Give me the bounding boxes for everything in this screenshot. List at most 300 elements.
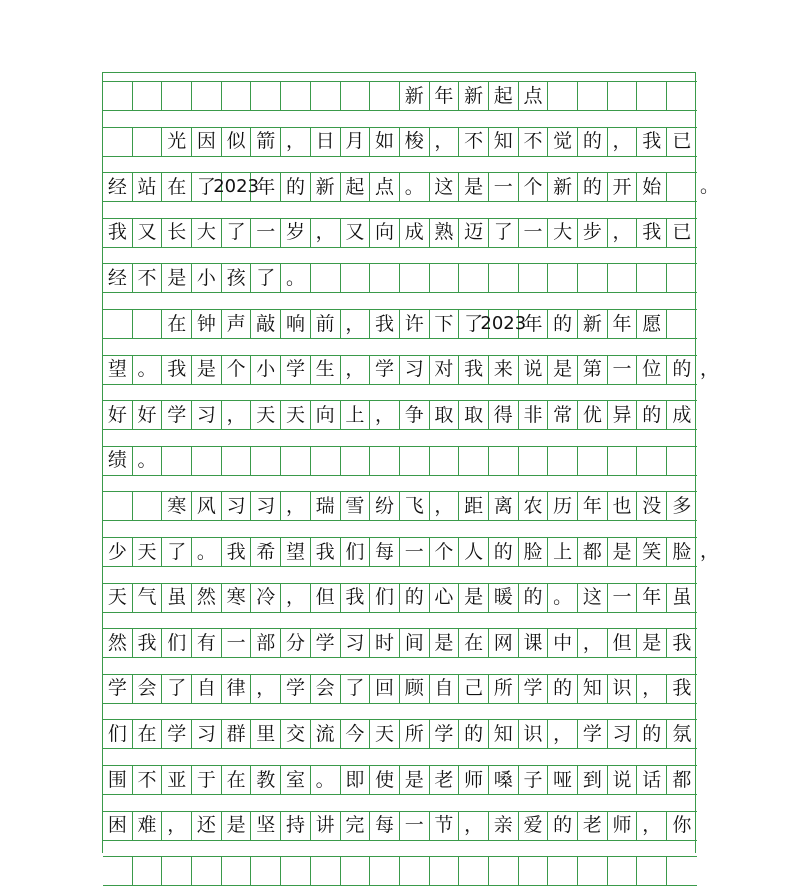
- empty-cell: [578, 856, 608, 886]
- grid-cell: 氛: [667, 719, 697, 749]
- grid-cell: 大: [548, 218, 578, 248]
- grid-cell: 的: [459, 719, 489, 749]
- grid-cell: 我: [222, 537, 252, 567]
- grid-cell: 寒: [222, 583, 252, 613]
- grid-cell: 上: [341, 400, 371, 430]
- grid-cell: 课: [519, 628, 549, 658]
- grid-cell: 常: [548, 400, 578, 430]
- grid-cell: 网: [489, 628, 519, 658]
- grid-cell: 是: [459, 583, 489, 613]
- grid-cell: 不: [133, 765, 163, 795]
- empty-cell: [548, 263, 578, 293]
- grid-cell: 的: [667, 355, 697, 385]
- grid-cell: 似: [222, 127, 252, 157]
- grid-cell: 距: [459, 491, 489, 521]
- grid-cell: 开: [608, 172, 638, 202]
- grid-cell: 。: [133, 355, 163, 385]
- grid-cell: 脸: [667, 537, 697, 567]
- grid-cell: 说: [608, 765, 638, 795]
- grid-cell: 前: [311, 309, 341, 339]
- grid-cell: 学: [103, 674, 133, 704]
- grid-cell: 学: [162, 719, 192, 749]
- grid-cell: 群: [222, 719, 252, 749]
- grid-cell: 得: [489, 400, 519, 430]
- empty-cell: [162, 856, 192, 886]
- grid-cell: 我: [133, 628, 163, 658]
- grid-cell: 的: [637, 400, 667, 430]
- empty-cell: [370, 856, 400, 886]
- grid-cell: 我: [341, 583, 371, 613]
- margin-punctuation: ，: [700, 540, 720, 562]
- grid-cell: 的: [578, 172, 608, 202]
- grid-cell: 们: [370, 583, 400, 613]
- grid-cell: 学: [370, 355, 400, 385]
- grid-cell: 是: [400, 765, 430, 795]
- grid-cell: 在: [222, 765, 252, 795]
- grid-cell: 律: [222, 674, 252, 704]
- composition-paper: [102, 72, 696, 853]
- grid-cell: 所: [489, 674, 519, 704]
- grid-cell: 纷: [370, 491, 400, 521]
- grid-cell: ，: [162, 811, 192, 841]
- grid-cell: 但: [608, 628, 638, 658]
- grid-cell: 流: [311, 719, 341, 749]
- grid-cell: 。: [133, 446, 163, 476]
- grid-row: [103, 628, 697, 658]
- grid-cell: 中: [548, 628, 578, 658]
- grid-cell: ，: [341, 309, 371, 339]
- grid-cell: 冷: [251, 583, 281, 613]
- grid-cell: 点: [370, 172, 400, 202]
- grid-cell: 我: [667, 628, 697, 658]
- empty-cell: [667, 172, 697, 202]
- grid-cell: 是: [637, 628, 667, 658]
- grid-cell: 在: [459, 628, 489, 658]
- grid-cell: 是: [608, 537, 638, 567]
- empty-cell: [222, 446, 252, 476]
- grid-cell: 好: [133, 400, 163, 430]
- grid-cell: 会: [133, 674, 163, 704]
- grid-cell: 们: [103, 719, 133, 749]
- grid-cell: 新: [311, 172, 341, 202]
- grid-cell: 了: [459, 309, 489, 339]
- grid-cell: 我: [162, 355, 192, 385]
- grid-cell: 因: [192, 127, 222, 157]
- grid-cell: 师: [459, 765, 489, 795]
- empty-cell: [548, 446, 578, 476]
- grid-cell: 天: [251, 400, 281, 430]
- grid-cell: 人: [459, 537, 489, 567]
- title-char: 点: [519, 81, 549, 111]
- grid-cell: 们: [162, 628, 192, 658]
- grid-cell: 会: [311, 674, 341, 704]
- grid-cell: 使: [370, 765, 400, 795]
- grid-cell: ，: [548, 719, 578, 749]
- empty-cell: [311, 856, 341, 886]
- empty-cell: [637, 446, 667, 476]
- empty-cell: [133, 491, 163, 521]
- grid-cell: 箭: [251, 127, 281, 157]
- grid-cell: 间: [400, 628, 430, 658]
- grid-cell: 岁: [281, 218, 311, 248]
- empty-cell: [608, 263, 638, 293]
- grid-cell: 异: [608, 400, 638, 430]
- empty-cell: [667, 446, 697, 476]
- grid-cell: 了: [162, 537, 192, 567]
- grid-cell: 哑: [548, 765, 578, 795]
- grid-cell: 天: [103, 583, 133, 613]
- grid-cell: 习: [608, 719, 638, 749]
- grid-cell: 难: [133, 811, 163, 841]
- grid-cell: ，: [281, 583, 311, 613]
- grid-cell: 长: [162, 218, 192, 248]
- grid-cell: 习: [341, 628, 371, 658]
- title-char: 年: [430, 81, 460, 111]
- grid-cell: 小: [251, 355, 281, 385]
- grid-cell: 的: [548, 309, 578, 339]
- empty-cell: [281, 446, 311, 476]
- grid-cell: 望: [281, 537, 311, 567]
- empty-cell: [370, 263, 400, 293]
- grid-row: [103, 263, 697, 293]
- grid-cell: 月: [341, 127, 371, 157]
- grid-cell: 上: [548, 537, 578, 567]
- grid-cell: 光: [162, 127, 192, 157]
- empty-cell: [608, 856, 638, 886]
- grid-cell: 非: [519, 400, 549, 430]
- empty-cell: [489, 263, 519, 293]
- grid-cell: 对: [430, 355, 460, 385]
- grid-cell: 农: [519, 491, 549, 521]
- grid-cell: 部: [251, 628, 281, 658]
- grid-cell: 教: [251, 765, 281, 795]
- grid-cell: 敲: [251, 309, 281, 339]
- grid-cell: 的: [489, 537, 519, 567]
- margin-punctuation: 。: [700, 175, 720, 198]
- grid-cell: 了: [341, 674, 371, 704]
- grid-cell: 虽: [667, 583, 697, 613]
- empty-cell: [489, 856, 519, 886]
- grid-cell: 来: [489, 355, 519, 385]
- grid-cell: 。: [281, 263, 311, 293]
- grid-cell: 天: [133, 537, 163, 567]
- grid-cell: 知: [489, 719, 519, 749]
- empty-cell: [667, 81, 697, 111]
- grid-row: [103, 446, 697, 476]
- empty-cell: [637, 856, 667, 886]
- grid-cell: ，: [578, 628, 608, 658]
- grid-cell: 不: [519, 127, 549, 157]
- grid-cell: 年: [251, 172, 281, 202]
- grid-cell: ，: [370, 400, 400, 430]
- grid-cell: 的: [281, 172, 311, 202]
- grid-cell: 我: [637, 127, 667, 157]
- grid-cell: 始: [637, 172, 667, 202]
- grid-cell: 习: [222, 491, 252, 521]
- grid-cell: 这: [578, 583, 608, 613]
- grid-cell: 熟: [430, 218, 460, 248]
- grid-cell: 都: [578, 537, 608, 567]
- grid-cell: 了: [251, 263, 281, 293]
- grid-cell: 年: [519, 309, 549, 339]
- grid-cell: 2023: [222, 172, 252, 202]
- empty-cell: [400, 263, 430, 293]
- grid-cell: 还: [192, 811, 222, 841]
- grid-cell: 心: [430, 583, 460, 613]
- grid-cell: 寒: [162, 491, 192, 521]
- grid-cell: 自: [430, 674, 460, 704]
- grid-row: [103, 172, 697, 202]
- grid-cell: 2023: [489, 309, 519, 339]
- grid-cell: 笑: [637, 537, 667, 567]
- grid-cell: 时: [370, 628, 400, 658]
- grid-cell: 自: [192, 674, 222, 704]
- grid-cell: 们: [341, 537, 371, 567]
- grid-cell: 习: [192, 400, 222, 430]
- empty-cell: [578, 81, 608, 111]
- grid-cell: ，: [459, 811, 489, 841]
- grid-cell: 是: [222, 811, 252, 841]
- grid-cell: 顾: [400, 674, 430, 704]
- empty-cell: [162, 446, 192, 476]
- grid-row: [103, 765, 697, 795]
- grid-cell: ，: [341, 355, 371, 385]
- grid-cell: 经: [103, 172, 133, 202]
- grid-cell: 站: [133, 172, 163, 202]
- grid-cell: 困: [103, 811, 133, 841]
- grid-cell: 亲: [489, 811, 519, 841]
- grid-cell: 望: [103, 355, 133, 385]
- title-row: [103, 81, 697, 111]
- grid-cell: 一: [608, 355, 638, 385]
- empty-cell: [103, 856, 133, 886]
- grid-cell: 取: [459, 400, 489, 430]
- grid-cell: 是: [430, 628, 460, 658]
- grid-cell: 日: [311, 127, 341, 157]
- grid-cell: 一: [400, 811, 430, 841]
- grid-cell: 。: [548, 583, 578, 613]
- grid-cell: 习: [400, 355, 430, 385]
- grid-cell: 取: [430, 400, 460, 430]
- grid-cell: 个: [222, 355, 252, 385]
- grid-cell: 说: [519, 355, 549, 385]
- grid-cell: 习: [251, 491, 281, 521]
- grid-cell: 历: [548, 491, 578, 521]
- grid-cell: ，: [608, 218, 638, 248]
- empty-cell: [489, 446, 519, 476]
- empty-cell: [459, 263, 489, 293]
- grid-cell: 响: [281, 309, 311, 339]
- grid-row: [103, 674, 697, 704]
- grid-cell: 节: [430, 811, 460, 841]
- grid-cell: 少: [103, 537, 133, 567]
- grid-cell: 希: [251, 537, 281, 567]
- empty-cell: [608, 446, 638, 476]
- grid-cell: 的: [637, 719, 667, 749]
- grid-cell: 不: [459, 127, 489, 157]
- grid-cell: 于: [192, 765, 222, 795]
- grid-cell: 向: [311, 400, 341, 430]
- grid-cell: 经: [103, 263, 133, 293]
- grid-cell: 己: [459, 674, 489, 704]
- grid-cell: 一: [251, 218, 281, 248]
- empty-cell: [251, 856, 281, 886]
- grid-cell: ，: [222, 400, 252, 430]
- grid-row: [103, 856, 697, 886]
- grid-cell: ，: [608, 127, 638, 157]
- empty-cell: [251, 81, 281, 111]
- grid-cell: 在: [133, 719, 163, 749]
- margin-punctuation: ，: [700, 357, 720, 380]
- grid-cell: 。: [311, 765, 341, 795]
- grid-cell: 年: [608, 309, 638, 339]
- empty-cell: [311, 81, 341, 111]
- empty-cell: [103, 81, 133, 111]
- empty-cell: [578, 446, 608, 476]
- grid-cell: 的: [400, 583, 430, 613]
- grid-cell: 一: [608, 583, 638, 613]
- grid-cell: 向: [370, 218, 400, 248]
- empty-cell: [430, 263, 460, 293]
- grid-cell: 每: [370, 811, 400, 841]
- grid-cell: 雪: [341, 491, 371, 521]
- grid-cell: 所: [400, 719, 430, 749]
- grid-cell: 飞: [400, 491, 430, 521]
- empty-cell: [548, 81, 578, 111]
- empty-cell: [608, 81, 638, 111]
- grid-row: [103, 218, 697, 248]
- grid-cell: 交: [281, 719, 311, 749]
- grid-cell: 个: [519, 172, 549, 202]
- empty-cell: [519, 446, 549, 476]
- grid-cell: 不: [133, 263, 163, 293]
- empty-cell: [341, 856, 371, 886]
- empty-cell: [370, 81, 400, 111]
- grid-cell: 即: [341, 765, 371, 795]
- grid-cell: 好: [103, 400, 133, 430]
- grid-cell: 又: [341, 218, 371, 248]
- empty-cell: [281, 81, 311, 111]
- grid-cell: 爱: [519, 811, 549, 841]
- grid-cell: 绩: [103, 446, 133, 476]
- grid-cell: 已: [667, 218, 697, 248]
- grid-cell: 。: [192, 537, 222, 567]
- grid-cell: 识: [519, 719, 549, 749]
- grid-cell: 学: [281, 674, 311, 704]
- empty-cell: [667, 263, 697, 293]
- grid-cell: 学: [311, 628, 341, 658]
- empty-cell: [133, 127, 163, 157]
- empty-cell: [251, 446, 281, 476]
- grid-cell: 又: [133, 218, 163, 248]
- grid-cell: 虽: [162, 583, 192, 613]
- title-char: 新: [459, 81, 489, 111]
- grid-cell: ，: [430, 491, 460, 521]
- grid-cell: 的: [548, 811, 578, 841]
- grid-cell: 。: [400, 172, 430, 202]
- grid-row: [103, 127, 697, 157]
- grid-cell: 我: [667, 674, 697, 704]
- grid-cell: 个: [430, 537, 460, 567]
- grid-cell: 年: [637, 583, 667, 613]
- grid-cell: 然: [103, 628, 133, 658]
- grid-cell: 生: [311, 355, 341, 385]
- grid-cell: 声: [222, 309, 252, 339]
- empty-cell: [103, 491, 133, 521]
- empty-cell: [667, 856, 697, 886]
- empty-cell: [192, 81, 222, 111]
- empty-cell: [341, 446, 371, 476]
- grid-cell: 我: [637, 218, 667, 248]
- grid-cell: 下: [430, 309, 460, 339]
- grid-cell: 钟: [192, 309, 222, 339]
- grid-cell: 子: [519, 765, 549, 795]
- grid-cell: 步: [578, 218, 608, 248]
- grid-cell: 一: [400, 537, 430, 567]
- empty-cell: [192, 446, 222, 476]
- grid-cell: 老: [430, 765, 460, 795]
- grid-cell: 梭: [400, 127, 430, 157]
- grid-cell: 师: [608, 811, 638, 841]
- grid-cell: 的: [548, 674, 578, 704]
- grid-cell: 一: [519, 218, 549, 248]
- empty-cell: [519, 263, 549, 293]
- grid-cell: 你: [667, 811, 697, 841]
- empty-cell: [133, 309, 163, 339]
- empty-cell: [459, 446, 489, 476]
- grid-cell: 没: [637, 491, 667, 521]
- empty-cell: [222, 81, 252, 111]
- grid-cell: 在: [162, 309, 192, 339]
- grid-cell: 了: [162, 674, 192, 704]
- grid-cell: 天: [370, 719, 400, 749]
- empty-cell: [400, 856, 430, 886]
- grid-cell: 多: [667, 491, 697, 521]
- empty-cell: [400, 446, 430, 476]
- grid-row: [103, 355, 697, 385]
- grid-cell: 是: [162, 263, 192, 293]
- empty-cell: [637, 81, 667, 111]
- grid-cell: 一: [489, 172, 519, 202]
- empty-cell: [370, 446, 400, 476]
- grid-cell: 这: [430, 172, 460, 202]
- grid-cell: 成: [400, 218, 430, 248]
- empty-cell: [637, 263, 667, 293]
- grid-cell: 成: [667, 400, 697, 430]
- grid-row: [103, 400, 697, 430]
- grid-cell: 但: [311, 583, 341, 613]
- grid-cell: 了: [489, 218, 519, 248]
- grid-cell: 坚: [251, 811, 281, 841]
- grid-cell: 是: [192, 355, 222, 385]
- grid-cell: 学: [281, 355, 311, 385]
- title-char: 起: [489, 81, 519, 111]
- grid-cell: 小: [192, 263, 222, 293]
- grid-row: [103, 491, 697, 521]
- empty-cell: [430, 446, 460, 476]
- grid-cell: 知: [578, 674, 608, 704]
- grid-row: [103, 309, 697, 339]
- grid-cell: 一: [222, 628, 252, 658]
- grid-cell: 围: [103, 765, 133, 795]
- grid-cell: 新: [578, 309, 608, 339]
- grid-cell: ，: [281, 127, 311, 157]
- grid-cell: 室: [281, 765, 311, 795]
- grid-cell: 也: [608, 491, 638, 521]
- grid-cell: 第: [578, 355, 608, 385]
- empty-cell: [311, 446, 341, 476]
- grid-row: [103, 537, 697, 567]
